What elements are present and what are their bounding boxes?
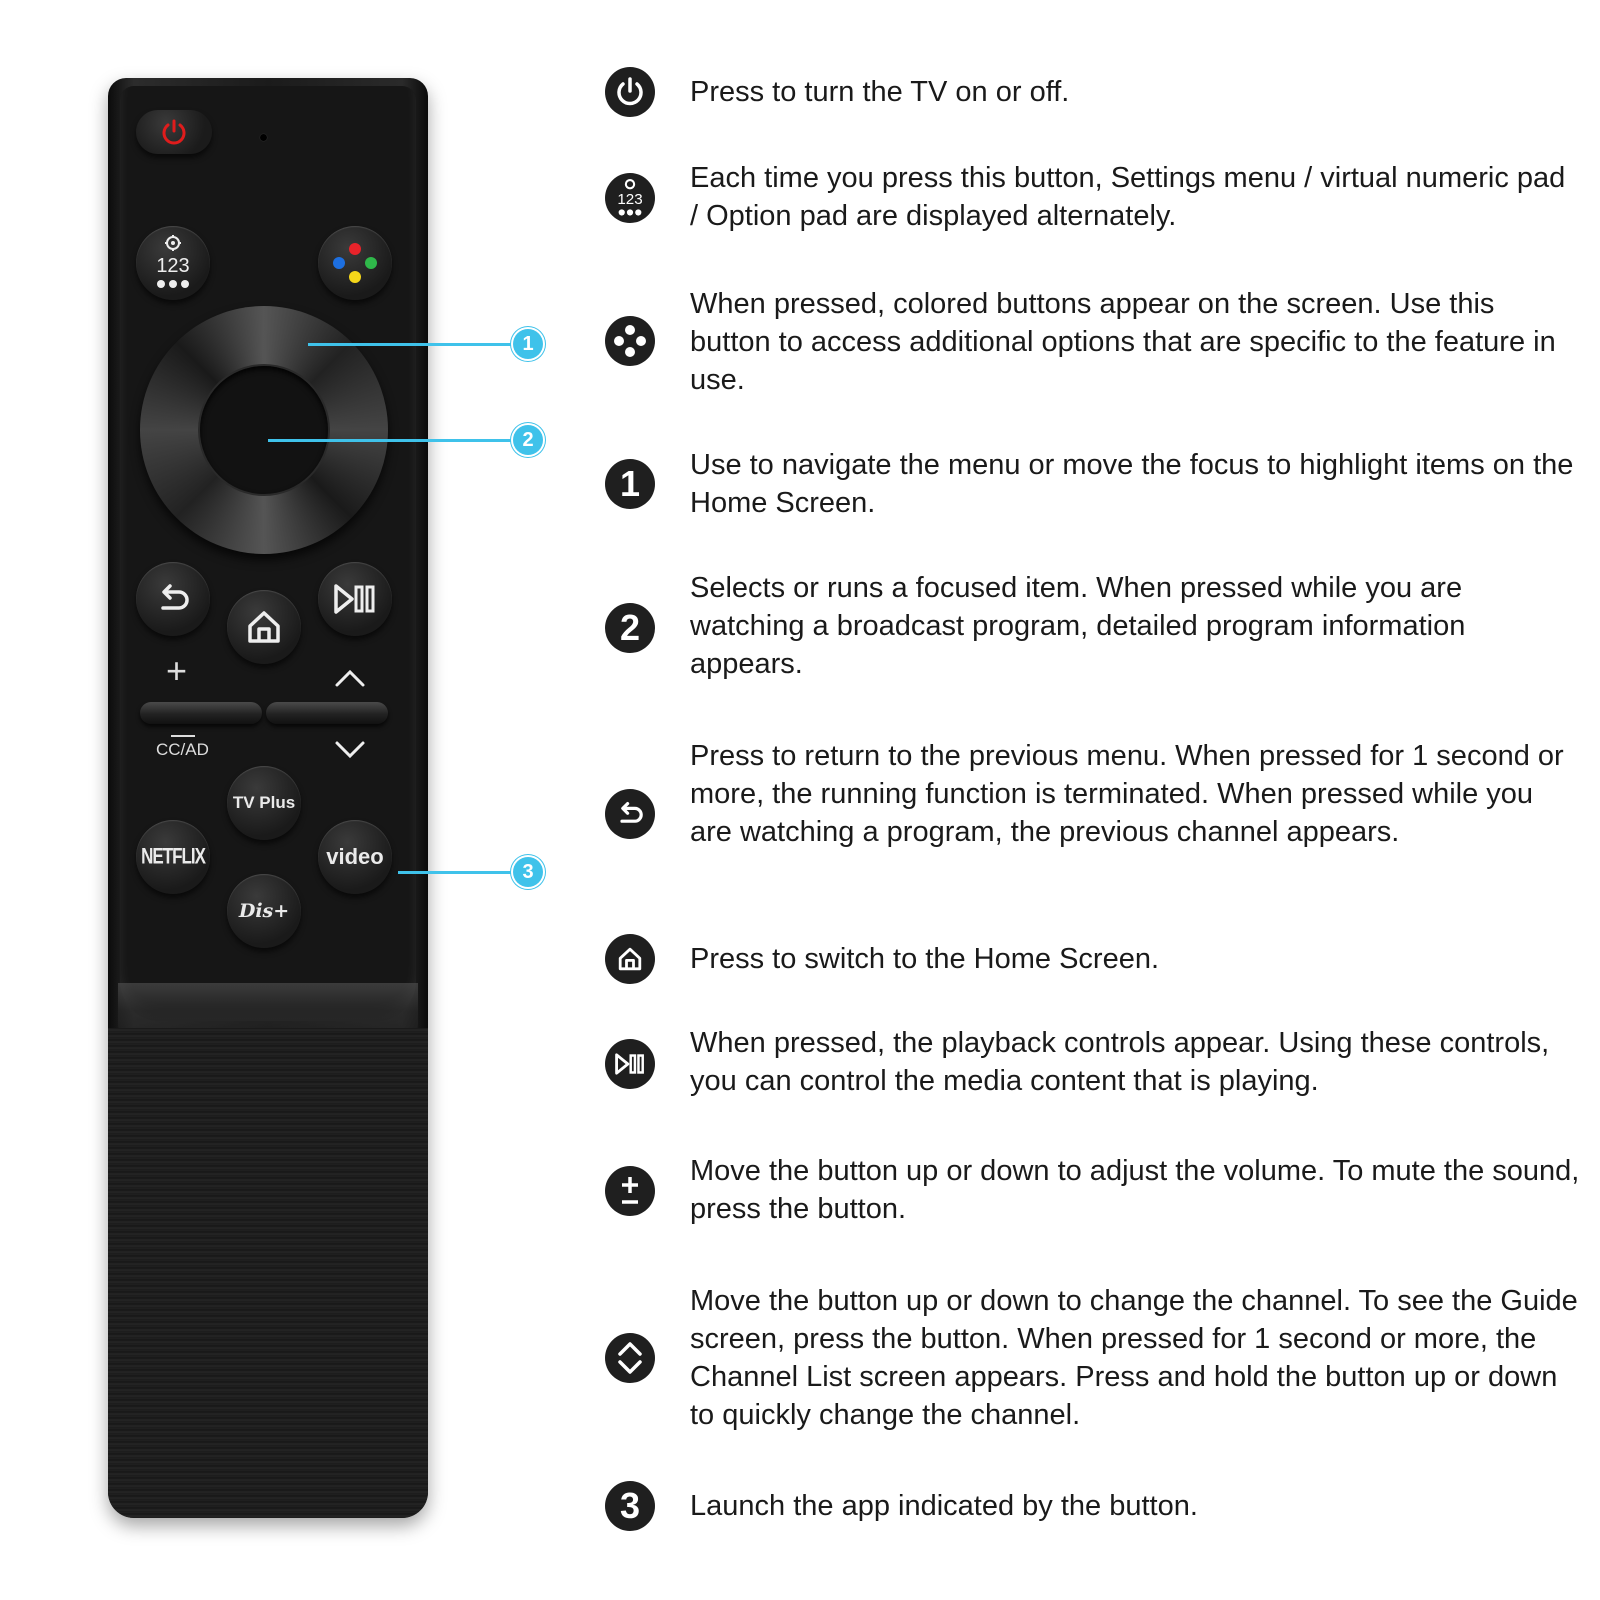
legend-color-buttons-icon <box>605 316 655 366</box>
disney-plus-label: Dis+ <box>238 900 290 922</box>
return-button[interactable] <box>136 562 210 636</box>
legend-text-playback: When pressed, the playback controls appear. Using these controls, you can control the media content that is playing. <box>690 1027 1550 1097</box>
callout-badge-1: 1 <box>513 329 543 359</box>
mute-bar-icon <box>171 735 195 737</box>
tv-plus-label: TV Plus <box>232 793 296 812</box>
netflix-label: NETFLIX <box>141 844 205 869</box>
legend-number-3-icon: 3 <box>605 1481 655 1531</box>
tv-remote <box>108 78 428 1518</box>
callout-badge-3: 3 <box>513 857 543 887</box>
legend-text-return: Press to return to the previous menu. When pressed for 1 second or more, the running function is terminated. When pressed while you are watching a program, the previous channel appears. <box>690 740 1564 848</box>
power-icon <box>159 117 189 147</box>
settings-numeric-button[interactable] <box>136 226 210 300</box>
volume-plus-label: + <box>166 650 188 691</box>
legend-text-apps: Launch the app indicated by the button. <box>690 1490 1198 1522</box>
svg-text:123: 123 <box>617 191 643 209</box>
legend-home-icon <box>605 934 655 984</box>
legend-return-icon <box>605 789 655 839</box>
legend-text-home: Press to switch to the Home Screen. <box>690 943 1160 975</box>
color-button[interactable] <box>318 226 392 300</box>
legend-text-navigate: Use to navigate the menu or move the focus to highlight items on the Home Screen. <box>690 449 1574 519</box>
legend-play-pause-icon <box>605 1039 655 1089</box>
legend-text-volume: Move the button up or down to adjust the volume. To mute the sound, press the button. <box>690 1155 1580 1225</box>
legend-number-1-icon: 1 <box>605 459 655 509</box>
legend-text-channel: Move the button up or down to change the channel. To see the Guide screen, press the button. When pressed for 1 second or more, the Channel List screen appears. Press and hold the button up or down to quickly change the channel. <box>690 1285 1578 1431</box>
legend-text-color-buttons: When pressed, colored buttons appear on the screen. Use this button to access additional options that are specific to the feature in use. <box>690 288 1556 396</box>
video-button[interactable] <box>318 820 392 894</box>
video-label: video <box>326 844 384 869</box>
callout-line-2 <box>268 439 516 442</box>
legend-text-settings: Each time you press this button, Settings menu / virtual numeric pad / Option pad are displayed alternately. <box>690 162 1566 232</box>
channel-up-icon <box>334 668 366 688</box>
microphone-hole <box>260 134 267 141</box>
legend-volume-icon <box>605 1166 655 1216</box>
tv-plus-button[interactable] <box>227 766 301 840</box>
svg-text:123: 123 <box>156 255 190 277</box>
return-icon <box>153 579 193 619</box>
power-button[interactable] <box>136 110 212 154</box>
legend-text-power: Press to turn the TV on or off. <box>690 76 1070 108</box>
volume-rocker[interactable] <box>140 702 262 724</box>
select-button[interactable] <box>200 366 328 494</box>
netflix-button[interactable] <box>136 820 210 894</box>
legend-power-icon <box>605 67 655 117</box>
play-pause-button[interactable] <box>318 562 392 636</box>
legend-channel-icon <box>605 1333 655 1383</box>
settings-numeric-icon <box>150 234 196 292</box>
ccad-label: CC/AD <box>156 740 209 759</box>
disney-plus-button[interactable] <box>227 874 301 948</box>
legend-settings-numeric-icon <box>605 173 655 223</box>
color-buttons-icon <box>327 235 383 291</box>
remote-grip <box>108 1028 428 1518</box>
callout-line-3 <box>398 871 516 874</box>
callout-badge-2: 2 <box>513 425 543 455</box>
callout-line-1 <box>308 343 516 346</box>
home-button[interactable] <box>227 590 301 664</box>
channel-down-icon <box>334 740 366 760</box>
channel-rocker[interactable] <box>266 702 388 724</box>
home-icon <box>244 607 284 647</box>
legend-number-2-icon: 2 <box>605 603 655 653</box>
legend-text-select: Selects or runs a focused item. When pressed while you are watching a broadcast program, detailed program information appears. <box>690 572 1466 680</box>
play-pause-icon <box>332 582 378 616</box>
